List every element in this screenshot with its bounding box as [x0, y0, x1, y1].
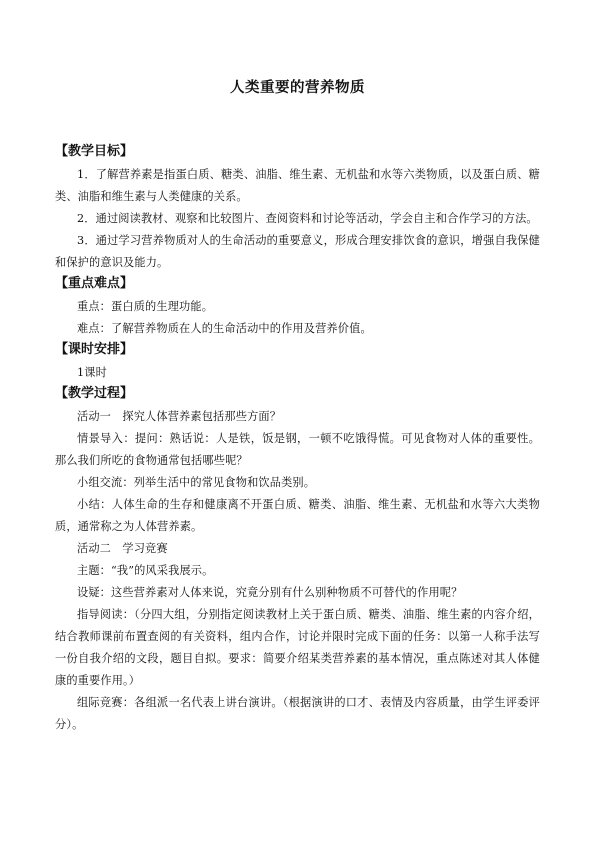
paragraph: 1．了解营养素是指蛋白质、糖类、油脂、维生素、无机盐和水等六类物质，以及蛋白质、糖类、油脂和维生素与人类健康的关系。 — [55, 168, 540, 203]
paragraph: 1课时 — [77, 366, 107, 379]
section-heading-process: 【教学过程】 — [55, 386, 134, 401]
paragraph: 设疑：这些营养素对人体来说，究竟分别有什么别种物质不可替代的作用呢？ — [77, 586, 463, 599]
paragraph: 组际竞赛：各组派一名代表上讲台演讲。（根据演讲的口才、表情及内容质量，由学生评委评分）。 — [55, 696, 540, 731]
paragraph: 小结：人体生命的生存和健康离不开蛋白质、糖类、油脂、维生素、无机盐和水等六大类物质，通常称之为人体营养素。 — [55, 498, 540, 533]
paragraph: 难点：了解营养物质在人的生命活动中的作用及营养价值。 — [77, 322, 372, 335]
paragraph: 2．通过阅读教材、观察和比较图片、查阅资料和讨论等活动，学会自主和合作学习的方法。 — [77, 212, 538, 225]
paragraph: 活动一 探究人体营养素包括那些方面？ — [77, 410, 282, 423]
paragraph: 小组交流：列举生活中的常见食物和饮品类别。 — [77, 476, 316, 489]
section-heading-schedule: 【课时安排】 — [55, 342, 134, 357]
paragraph: 情景导入：提问：熟话说：人是铁，饭是钢，一顿不吃饿得慌。可见食物对人体的重要性。那么我们所吃的食物通常包括哪些呢？ — [55, 432, 540, 467]
paragraph: 重点：蛋白质的生理功能。 — [77, 300, 214, 313]
document-body — [55, 142, 540, 736]
paragraph: 主题：“我”的风采我展示。 — [77, 564, 214, 577]
section-heading-objectives: 【教学目标】 — [55, 144, 134, 159]
paragraph: 指导阅读：（分四大组，分别指定阅读教材上关于蛋白质、糖类、油脂、维生素的内容介绍，结合教师课前布置查阅的有关资料，组内合作，讨论并限时完成下面的任务：以第一人称手法写一份自我介绍的文段，题目自拟。要求：简要介绍某类营养素的基本情况，重点陈述对其人体健康的重要作用。） — [55, 608, 540, 687]
paragraph: 活动二 学习竞赛 — [77, 542, 168, 555]
document-title: 人类重要的营养物质 — [230, 80, 365, 96]
paragraph: 3．通过学习营养物质对人的生命活动的重要意义，形成合理安排饮食的意识，增强自我保健和保护的意识及能力。 — [55, 234, 540, 269]
section-heading-key-points: 【重点难点】 — [55, 276, 134, 291]
